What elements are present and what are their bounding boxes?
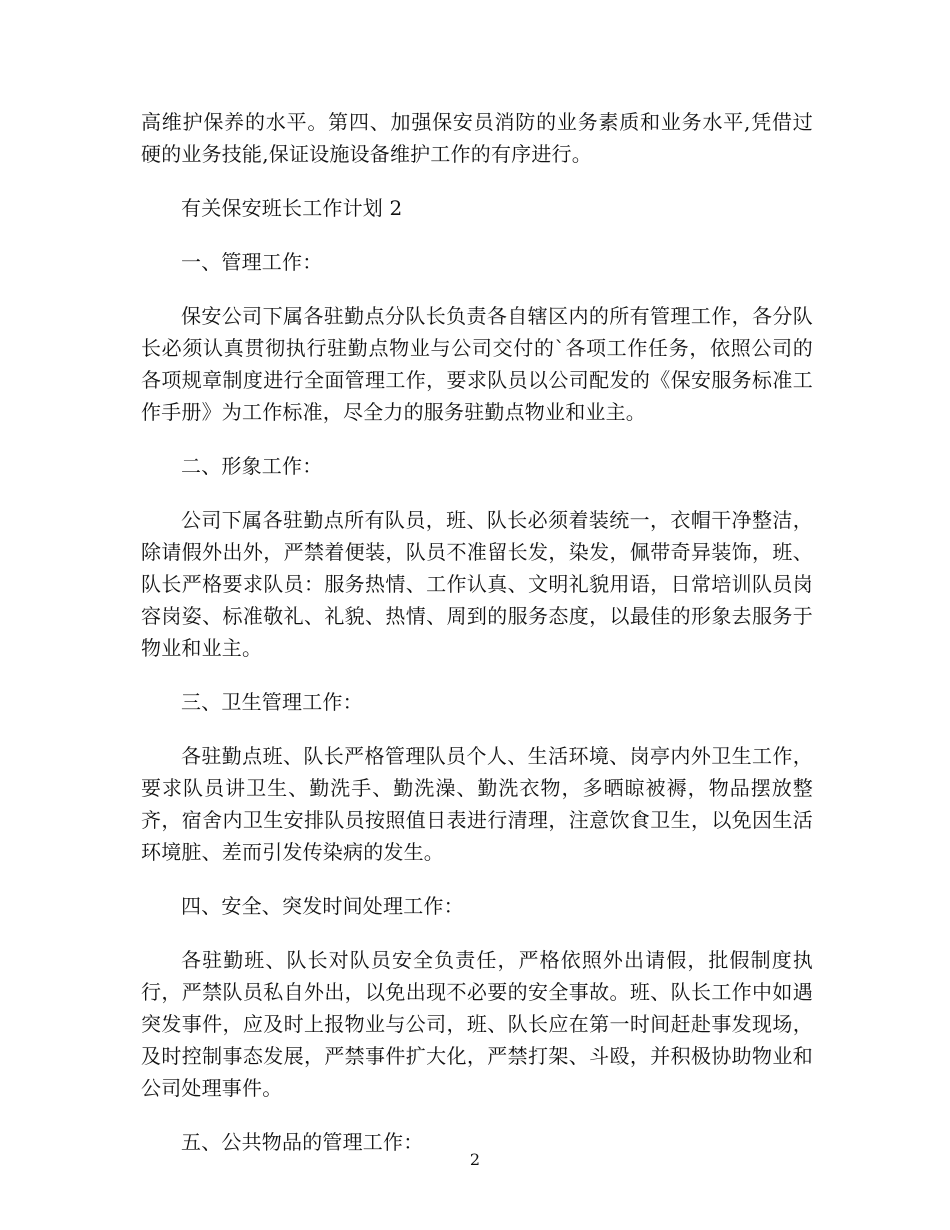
plan-title-heading: 有关保安班长工作计划 2 <box>181 196 403 220</box>
section-heading-public-items: 五、公共物品的管理工作： <box>181 1130 424 1154</box>
paragraph-safety: 各驻勤班、队长对队员安全负责任，严格依照外出请假，批假制度执行，严禁队员私自外出，以免出现不必要的安全事故。班、队长工作中如遇突发事件，应及时上报物业与公司，班、队长应在第一时间赶赴事发现场，及时控制事态发展，严禁事件扩大化，严禁打架、斗殴，并积极协助物业和公司处理事件。 <box>141 948 813 1100</box>
page-number: 2 <box>469 1150 481 1169</box>
paragraph-management: 保安公司下属各驻勤点分队长负责各自辖区内的所有管理工作，各分队长必须认真贯彻执行驻勤点物业与公司交付的`各项工作任务，依照公司的各项规章制度进行全面管理工作，要求队员以公司配发的《保安服务标准工作手册》为工作标准，尽全力的服务驻勤点物业和业主。 <box>141 304 813 424</box>
paragraph-hygiene: 各驻勤点班、队长严格管理队员个人、生活环境、岗亭内外卫生工作，要求队员讲卫生、勤洗手、勤洗澡、勤洗衣物，多晒晾被褥，物品摆放整齐，宿舍内卫生安排队员按照值日表进行清理，注意饮食卫生，以免因生活环境脏、差而引发传染病的发生。 <box>141 744 813 864</box>
section-heading-management: 一、管理工作： <box>181 250 323 274</box>
paragraph-image: 公司下属各驻勤点所有队员，班、队长必须着装统一，衣帽干净整洁，除请假外出外，严禁着便装，队员不准留长发，染发，佩带奇异装饰，班、队长严格要求队员：服务热情、工作认真、文明礼貌用语，日常培训队员岗容岗姿、标准敬礼、礼貌、热情、周到的服务态度，以最佳的形象去服务于物业和业主。 <box>141 508 813 660</box>
section-heading-safety: 四、安全、突发时间处理工作： <box>181 894 464 918</box>
document-body <box>141 106 813 1180</box>
section-heading-image: 二、形象工作： <box>181 454 323 478</box>
paragraph-continuation: 高维护保养的水平。第四、加强保安员消防的业务素质和业务水平,凭借过硬的业务技能,保证设施设备维护工作的有序进行。 <box>141 110 813 166</box>
section-heading-hygiene: 三、卫生管理工作： <box>181 690 363 714</box>
